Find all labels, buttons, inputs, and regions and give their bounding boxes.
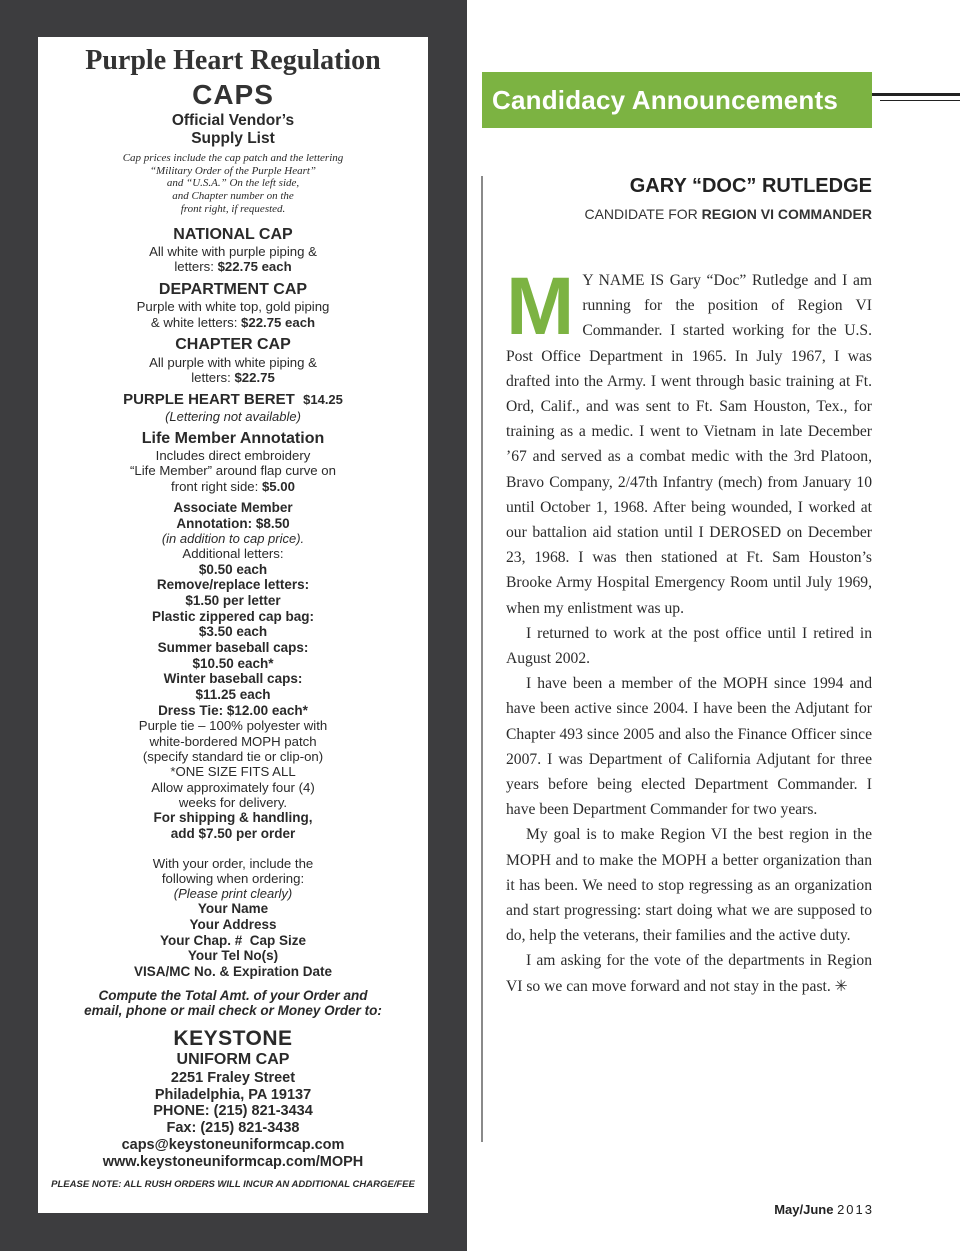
- associate-name-1: Associate Member: [173, 500, 293, 516]
- tie-desc: (specify standard tie or clip-on): [142, 748, 324, 764]
- department-cap-name: DEPARTMENT CAP: [158, 280, 308, 298]
- banner-rule: [872, 93, 960, 96]
- drop-cap: M: [506, 261, 575, 352]
- company-name-2: UNIFORM CAP: [176, 1051, 290, 1069]
- chapter-cap-price: letters: $22.75: [191, 369, 275, 385]
- order-field: Your Address: [189, 916, 277, 932]
- fax-line: Fax: (215) 821-3438: [166, 1120, 300, 1137]
- order-intro: With your order, include the: [152, 855, 314, 871]
- page-footer: May/June 2013: [774, 1202, 874, 1217]
- left-panel: [0, 0, 467, 1251]
- email-line: caps@keystoneuniformcap.com: [121, 1137, 345, 1153]
- shipping-line: add $7.50 per order: [170, 825, 296, 841]
- article-paragraph: M Y NAME IS Gary “Doc” Rutledge and I am running for the position of Region VI Commander. I started working for the U.S. Post Office Department in 1965. In July 1967, I was drafted into the Army. I went through basic training at Ft. Ord, Calif., and was sent to Ft. Sam Houston, Tex., for training as a medic. I went to Vietnam in late December ’67 and served as a combat medic with the 3rd Platoon, Bravo Company, 2/47th Infantry (mech) from January 10 until October 1, 1968. After being wounded, I worked at our battalion aid station until I DEROSED on December 23, 1968. I was then stationed at Ft. Sam Houston’s Brooke Army Hospital Emergency Room until July 1969, when my enlistment was up.: [506, 261, 872, 617]
- department-cap-desc: Purple with white top, gold piping: [136, 299, 330, 315]
- shipping-line: For shipping & handling,: [153, 810, 313, 826]
- website-line: www.keystoneuniformcap.com/MOPH: [102, 1153, 364, 1170]
- compute-line: Compute the Total Amt. of your Order and email, phone or mail check or Money Order to:: [84, 987, 382, 1019]
- price-item: Winter baseball caps:: [163, 671, 303, 687]
- rush-order-note: PLEASE NOTE: ALL RUSH ORDERS WILL INCUR AN ADDITIONAL CHARGE/FEE: [51, 1178, 415, 1190]
- price-item: Remove/replace letters:: [156, 577, 310, 593]
- beret-note: (Lettering not available): [165, 408, 301, 424]
- article-body: [506, 261, 872, 999]
- address-line: 2251 Fraley Street: [170, 1069, 296, 1086]
- department-cap-price: & white letters: $22.75 each: [150, 314, 316, 330]
- candidate-name: GARY “DOC” RUTLEDGE: [629, 175, 872, 197]
- life-member-price: front right side: $5.00: [171, 478, 295, 494]
- candidate-position: CANDIDATE FOR REGION VI COMMANDER: [584, 206, 872, 222]
- associate-note: (in addition to cap price).: [161, 531, 305, 547]
- price-item: $3.50 each: [198, 624, 268, 640]
- ad-intro: Cap prices include the cap patch and the lettering “Military Order of the Purple Heart” and “U.S.A.” On the left side, and Chapter number on the front right, if requested.: [122, 151, 344, 215]
- tie-desc: *ONE SIZE FITS ALL: [170, 764, 296, 780]
- ad-title: Purple Heart Regulation: [85, 45, 381, 76]
- price-item: Plastic zippered cap bag:: [151, 608, 315, 624]
- price-item: $10.50 each*: [192, 655, 274, 671]
- national-cap-name: NATIONAL CAP: [173, 225, 293, 243]
- additional-letters: Additional letters:: [182, 546, 284, 562]
- address-line: Philadelphia, PA 19137: [154, 1086, 312, 1103]
- life-member-line2: “Life Member” around flap curve on: [130, 463, 336, 479]
- tie-desc: Purple tie – 100% polyester with: [138, 718, 328, 734]
- section-title: Candidacy Announcements: [492, 85, 839, 115]
- banner-rule-thin: [880, 100, 960, 101]
- ad-subtitle-1: Official Vendor’s: [171, 111, 295, 129]
- company-name: KEYSTONE: [173, 1026, 293, 1050]
- print-clearly: (Please print clearly): [173, 886, 293, 902]
- article-paragraph: I am asking for the vote of the departments in Region VI so we can move forward and not stay in the past. ✳: [506, 952, 872, 995]
- life-member-name: Life Member Annotation: [141, 429, 325, 447]
- order-field: Your Tel No(s): [187, 948, 279, 964]
- order-field: Your Chap. # Cap Size: [159, 932, 307, 948]
- price-item: $1.50 per letter: [185, 593, 281, 609]
- price-item: $0.50 each: [198, 561, 268, 577]
- beret-line: PURPLE HEART BERET $14.25: [123, 391, 343, 409]
- tie-desc: weeks for delivery.: [178, 794, 288, 810]
- tie-desc: Allow approximately four (4): [151, 779, 315, 795]
- column-divider: [481, 176, 483, 1142]
- chapter-cap-desc: All purple with white piping &: [149, 354, 317, 370]
- national-cap-price: letters: $22.75 each: [174, 259, 292, 275]
- order-field: VISA/MC No. & Expiration Date: [133, 963, 333, 979]
- ad-caps-heading: CAPS: [192, 79, 274, 111]
- price-item: $11.25 each: [195, 687, 271, 703]
- article-paragraph: I have been a member of the MOPH since 1994 and have been active since 2004. I have been the Adjutant for Chapter 493 since 2005 and also the Finance Officer since 2007. I was Department of California Adjutant for three years before being elected Department Commander. I have been Department Commander for two years.: [506, 675, 872, 819]
- life-member-line1: Includes direct embroidery: [155, 448, 311, 464]
- section-banner: [482, 72, 872, 128]
- associate-name-2: Annotation: $8.50: [176, 515, 290, 531]
- article-paragraph: I returned to work at the post office until I retired in August 2002.: [506, 624, 872, 668]
- vendor-supply-list-ad: [38, 37, 428, 1213]
- price-item: Summer baseball caps:: [157, 640, 309, 656]
- order-field: Your Name: [197, 901, 269, 917]
- ad-subtitle-2: Supply List: [191, 129, 275, 147]
- article-paragraph: My goal is to make Region VI the best region in the MOPH and to make the MOPH a better organization than it has been. We need to stop regressing as an organization and start progressing: start doing what we are supposed to do, help the veterans, their families and the active duty.: [506, 826, 872, 945]
- order-intro: following when ordering:: [161, 870, 305, 886]
- tie-desc: white-bordered MOPH patch: [149, 733, 317, 749]
- phone-line: PHONE: (215) 821-3434: [153, 1103, 313, 1120]
- price-item: Dress Tie: $12.00 each*: [158, 702, 308, 718]
- chapter-cap-name: CHAPTER CAP: [175, 335, 291, 353]
- national-cap-desc: All white with purple piping &: [149, 244, 317, 260]
